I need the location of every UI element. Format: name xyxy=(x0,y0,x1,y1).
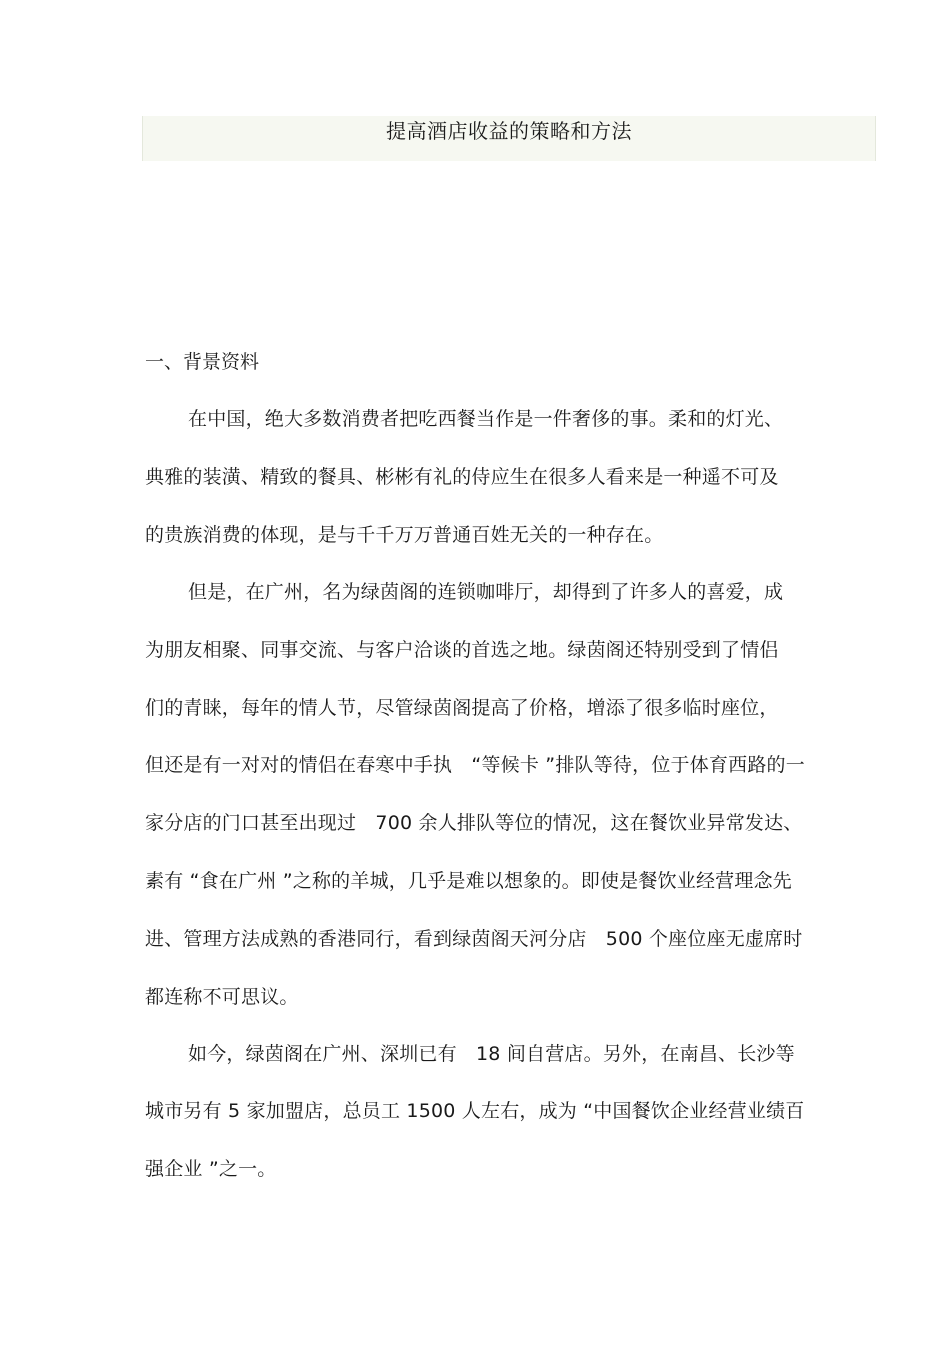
paragraph-line: 家分店的门口甚至出现过 700 余人排队等位的情况，这在餐饮业异常发达、 xyxy=(145,812,803,834)
paragraph-line: 如今，绿茵阁在广州、深圳已有 18 间自营店。另外，在南昌、长沙等 xyxy=(188,1043,795,1065)
paragraph-line: 典雅的装潢、精致的餐具、彬彬有礼的侍应生在很多人看来是一种遥不可及 xyxy=(145,466,779,488)
paragraph-line: 都连称不可思议。 xyxy=(145,986,299,1008)
paragraph-line: 进、管理方法成熟的香港同行，看到绿茵阁天河分店 500 个座位座无虚席时 xyxy=(145,928,803,950)
paragraph-line: 但是，在广州，名为绿茵阁的连锁咖啡厅，却得到了许多人的喜爱，成 xyxy=(188,581,784,603)
document-title: 提高酒店收益的策略和方法 xyxy=(386,119,632,143)
paragraph-line: 素有 “食在广州 ”之称的羊城，几乎是难以想象的。即使是餐饮业经营理念先 xyxy=(145,870,792,892)
paragraph-line: 的贵族消费的体现，是与千千万万普通百姓无关的一种存在。 xyxy=(145,524,664,546)
paragraph-line: 们的青睐，每年的情人节，尽管绿茵阁提高了价格，增添了很多临时座位， xyxy=(145,697,779,719)
paragraph-line: 强企业 ”之一。 xyxy=(145,1158,277,1180)
section-heading: 一、背景资料 xyxy=(145,351,260,373)
paragraph-line: 城市另有 5 家加盟店，总员工 1500 人左右，成为 “中国餐饮企业经营业绩百 xyxy=(145,1100,805,1122)
paragraph-line: 为朋友相聚、同事交流、与客户洽谈的首选之地。绿茵阁还特别受到了情侣 xyxy=(145,639,779,661)
paragraph-line: 但还是有一对对的情侣在春寒中手执 “等候卡 ”排队等待，位于体育西路的一 xyxy=(145,754,805,776)
paragraph-line: 在中国，绝大多数消费者把吃西餐当作是一件奢侈的事。柔和的灯光、 xyxy=(188,408,784,430)
